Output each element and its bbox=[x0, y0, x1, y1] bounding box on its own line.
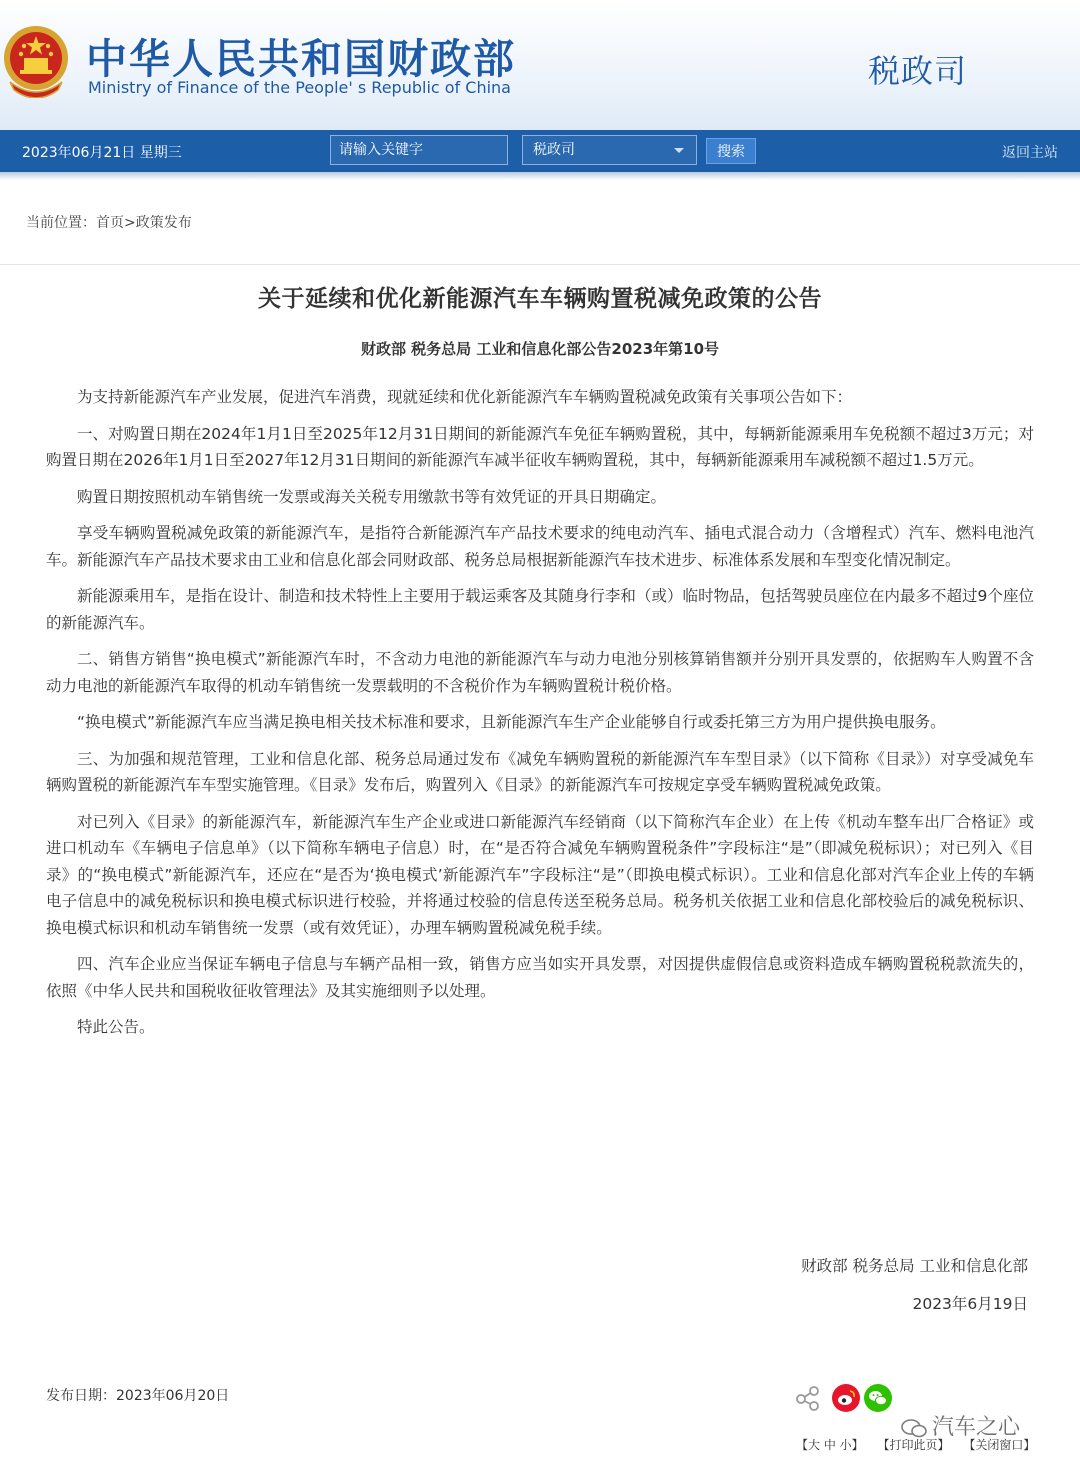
breadcrumb bbox=[26, 212, 192, 232]
article-body bbox=[46, 384, 1034, 1051]
watermark-text: 汽车之心 bbox=[932, 1415, 1021, 1440]
print-link[interactable]: 【打印此页】 bbox=[877, 1438, 950, 1452]
font-size-links[interactable]: 【大 中 小】 bbox=[796, 1438, 864, 1452]
article-paragraph: “换电模式”新能源汽车应当满足换电相关技术标准和要求，且新能源汽车生产企业能够自行或委托第三方为用户提供换电服务。 bbox=[77, 713, 946, 731]
signature: 财政部 税务总局 工业和信息化部 bbox=[801, 1257, 1028, 1275]
breadcrumb-section[interactable]: 政策发布 bbox=[135, 215, 192, 231]
weibo-icon[interactable] bbox=[832, 1384, 860, 1412]
article-paragraph: 为支持新能源汽车产业发展，促进汽车消费，现就延续和优化新能源汽车车辆购置税减免政策有关事项公告如下： bbox=[77, 388, 853, 406]
department-name: 税政司 bbox=[868, 52, 968, 90]
article-subtitle: 财政部 税务总局 工业和信息化部公告2023年第10号 bbox=[360, 340, 720, 358]
site-title: 中华人民共和国财政部 bbox=[86, 35, 516, 83]
chevron-down-icon bbox=[674, 148, 684, 153]
wechat-icon[interactable] bbox=[864, 1384, 892, 1412]
breadcrumb-home[interactable]: 首页 bbox=[96, 215, 124, 231]
divider bbox=[0, 264, 1080, 265]
footer-links bbox=[796, 1436, 1045, 1453]
department-select[interactable] bbox=[522, 135, 697, 165]
article-paragraph: 二、销售方销售“换电模式”新能源汽车时，不含动力电池的新能源汽车与动力电池分别核算销售额并分别开具发票的，依据购车人购置不含动力电池的新能源汽车取得的机动车销售统一发票载明的不含税价作为车辆购置税计税价格。 bbox=[46, 650, 1034, 695]
current-date: 2023年06月21日 星期三 bbox=[22, 145, 182, 161]
department-select-value: 税政司 bbox=[533, 142, 575, 158]
breadcrumb-separator: > bbox=[124, 215, 136, 231]
article-paragraph: 特此公告。 bbox=[77, 1018, 155, 1036]
site-title-english: Ministry of Finance of the People' s Republic of China bbox=[88, 78, 511, 97]
article-paragraph: 购置日期按照机动车销售统一发票或海关关税专用缴款书等有效凭证的开具日期确定。 bbox=[77, 487, 667, 506]
close-window-link[interactable]: 【关闭窗口】 bbox=[963, 1438, 1036, 1452]
article-paragraph: 四、汽车企业应当保证车辆电子信息与车辆产品相一致，销售方应当如实开具发票，对因提供虚假信息或资料造成车辆购置税税款流失的，依照《中华人民共和国税收征收管理法》及其实施细则予以处理。 bbox=[46, 955, 1034, 1000]
article-paragraph: 对已列入《目录》的新能源汽车，新能源汽车生产企业或进口新能源汽车经销商（以下简称汽车企业）在上传《机动车整车出厂合格证》或进口机动车《车辆电子信息单》（以下简称车辆电子信息）时，在“是否符合减免车辆购置税条件”字段标注“是”（即减免税标识）；对已列入《目录》的“换电模式”新能源汽车，还应在“是否为‘换电模式’新能源汽车”字段标注“是”（即换电模式标识）。工业和信息化部对汽车企业上传的车辆电子信息中的减免税标识和换电模式标识进行校验，并将通过校验的信息传送至税务总局。税务机关依据工业和信息化部校验后的减免税标识、换电模式标识和机动车销售统一发票（或有效凭证），办理车辆购置税减免税手续。 bbox=[46, 812, 1034, 937]
search-input[interactable]: 请输入关键字 bbox=[330, 135, 508, 165]
nav-shadow bbox=[0, 172, 1080, 180]
article-paragraph: 三、为加强和规范管理，工业和信息化部、税务总局通过发布《减免车辆购置税的新能源汽车车型目录》（以下简称《目录》）对享受减免车辆购置税的新能源汽车车型实施管理。《目录》发布后，购置列入《目录》的新能源汽车可按规定享受车辆购置税减免政策。 bbox=[46, 749, 1034, 794]
article-paragraph: 享受车辆购置税减免政策的新能源汽车，是指符合新能源汽车产品技术要求的纯电动汽车、插电式混合动力（含增程式）汽车、燃料电池汽车。新能源汽车产品技术要求由工业和信息化部会同财政部、税务总局根据新能源汽车技术进步、标准体系发展和车型变化情况制定。 bbox=[46, 524, 1034, 569]
national-emblem-icon bbox=[2, 24, 70, 98]
sign-date: 2023年6月19日 bbox=[912, 1295, 1028, 1313]
article-title: 关于延续和优化新能源汽车车辆购置税减免政策的公告 bbox=[258, 286, 822, 312]
return-home-link[interactable]: 返回主站 bbox=[1002, 145, 1058, 161]
article-paragraph: 一、对购置日期在2024年1月1日至2025年12月31日期间的新能源汽车免征车辆购置税，其中，每辆新能源乘用车免税额不超过3万元；对购置日期在2026年1月1日至2027年12月31日期间的新能源汽车减半征收车辆购置税，其中，每辆新能源乘用车减税额不超过1.5万元。 bbox=[46, 424, 1034, 469]
article-paragraph: 新能源乘用车，是指在设计、制造和技术特性上主要用于载运乘客及其随身行李和（或）临时物品，包括驾驶员座位在内最多不超过9个座位的新能源汽车。 bbox=[46, 587, 1034, 632]
site-header bbox=[0, 0, 1080, 130]
nav-bar bbox=[0, 130, 1080, 172]
publish-date: 发布日期：2023年06月20日 bbox=[46, 1388, 230, 1404]
search-button[interactable]: 搜索 bbox=[706, 138, 756, 164]
breadcrumb-label: 当前位置： bbox=[26, 215, 96, 231]
share-icon[interactable] bbox=[794, 1384, 822, 1412]
